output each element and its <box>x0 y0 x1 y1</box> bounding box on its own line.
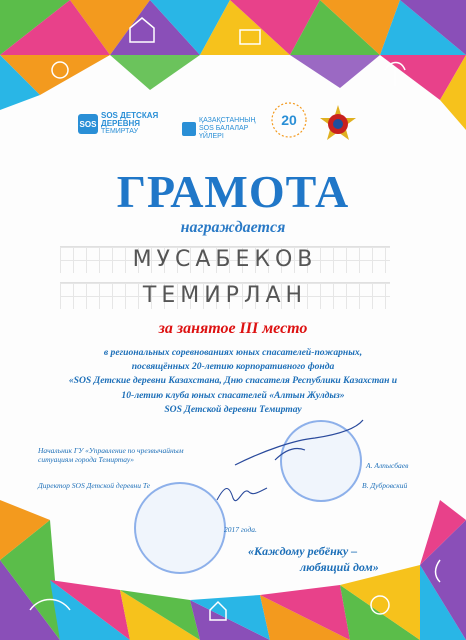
sos-kz-logo-text <box>199 117 256 141</box>
sos-village-logo <box>78 113 170 135</box>
body-line: 10-летию клуба юных спасателей «Алтын Жулдыз» <box>121 389 345 401</box>
given-name-field <box>60 282 390 309</box>
body-line: в региональных соревнованиях юных спасателей-пожарных, <box>103 347 363 358</box>
chief-signature <box>215 410 365 480</box>
anniversary-number: 20 <box>281 112 297 128</box>
sos-kz-line2: SOS БАЛАЛАР <box>199 125 249 132</box>
chief-title-line1: Начальник ГУ «Управление по чрезвычайным <box>38 446 184 455</box>
emergency-ministry-emblem <box>318 104 358 144</box>
sos-logo-line1: SOS ДЕТСКАЯ <box>101 111 159 120</box>
slogan-line2: любящий дом» <box>300 560 379 574</box>
issue-date: 2017 года. <box>224 525 257 534</box>
slogan-line1: «Каждому ребёнку – <box>248 544 358 558</box>
certificate-body-text <box>30 346 436 417</box>
director-signature <box>212 478 272 508</box>
surname-field <box>60 246 390 273</box>
sos-kz-logo-icon <box>182 122 196 136</box>
anniversary-20-emblem <box>268 99 310 145</box>
certificate-title: ГРАМОТА <box>116 166 350 217</box>
body-line: SOS Детской деревни Темиртау <box>164 403 302 415</box>
sos-logo-line3: ТЕМИРТАУ <box>101 128 139 135</box>
sos-logo-line2: ДЕРЕВНЯ <box>101 119 141 128</box>
sos-village-logo-text <box>101 112 158 136</box>
chief-title-line2: ситуациям города Темиртау» <box>38 455 134 464</box>
body-line: посвящённых 20-летию корпоративного фонда <box>131 361 335 373</box>
sos-kz-line1: ҚАЗАҚСТАННЫҢ <box>199 117 256 124</box>
recipient-surname: МУСАБЕКОВ <box>132 247 318 272</box>
body-line: «SOS Детские деревни Казахстана, Дню спасателя Республики Казахстан и <box>68 375 398 387</box>
place-awarded: за занятое III место <box>158 320 308 337</box>
sos-logo-icon: SOS <box>78 114 98 134</box>
chief-title <box>38 446 184 464</box>
recipient-given-name: ТЕМИРЛАН <box>142 283 308 308</box>
sos-kz-line3: ҮЙЛЕРІ <box>199 133 224 140</box>
sos-kazakhstan-logo <box>182 118 272 140</box>
director-name: В. Дубровский <box>362 481 408 490</box>
awarded-label: награждается <box>180 219 286 236</box>
chief-name: А. Алпысбаев <box>366 461 409 470</box>
director-title: Директор SOS Детской деревни Те <box>38 481 151 490</box>
